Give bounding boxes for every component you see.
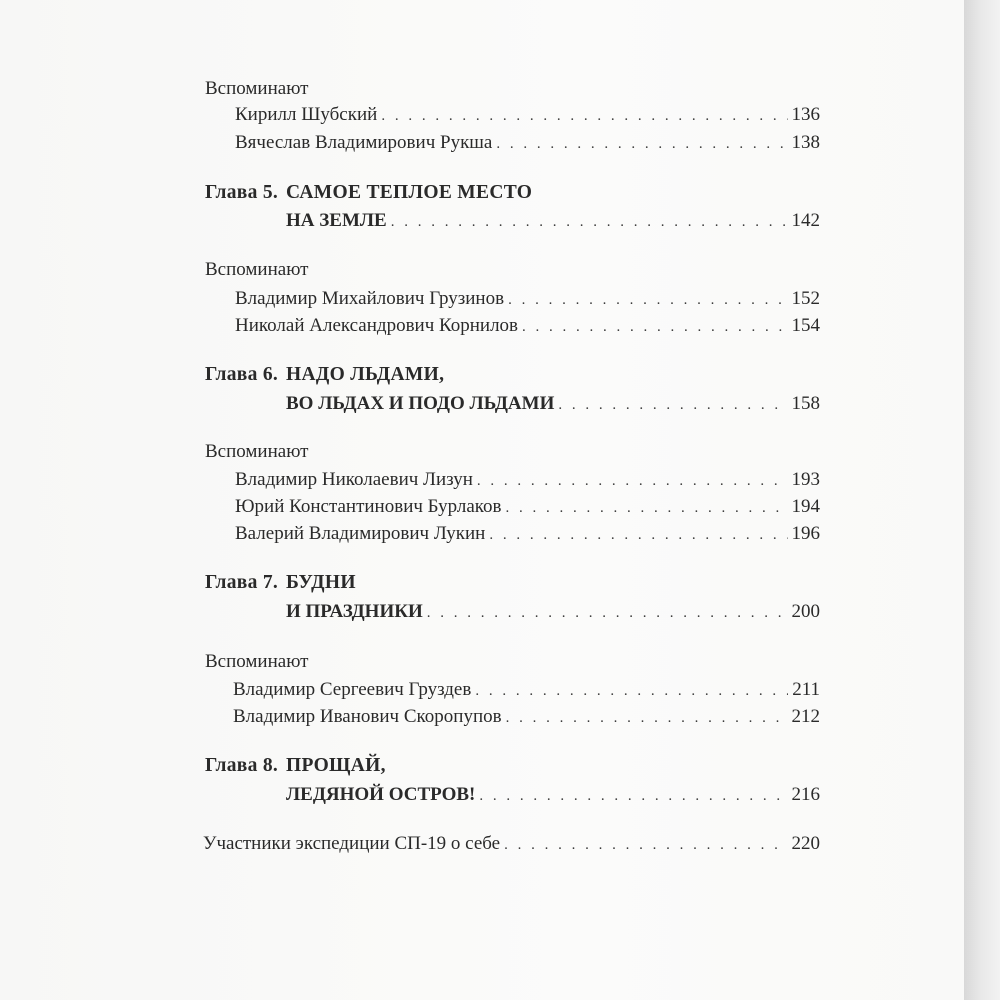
entry-name: Валерий Владимирович Лукин bbox=[235, 523, 486, 544]
chapter-title-line1: САМОЕ ТЕПЛОЕ МЕСТО bbox=[286, 182, 533, 203]
leader-dots bbox=[475, 679, 788, 703]
recollections-label: Вспоминают bbox=[205, 259, 309, 280]
page-number: 196 bbox=[791, 523, 820, 544]
chapter-title-line1: ПРОЩАЙ, bbox=[286, 755, 386, 776]
page-number: 211 bbox=[792, 679, 820, 700]
participants-entry[interactable] bbox=[203, 832, 820, 857]
leader-dots bbox=[496, 132, 787, 156]
page-number: 194 bbox=[791, 496, 820, 517]
page-number: 212 bbox=[791, 706, 820, 727]
leader-dots bbox=[427, 601, 788, 625]
toc-entry[interactable] bbox=[233, 678, 820, 703]
entry-name: Участники экспедиции СП-19 о себе bbox=[203, 833, 501, 854]
toc-entry[interactable] bbox=[235, 522, 820, 547]
page-number: 152 bbox=[791, 288, 820, 309]
entry-name: Вячеслав Владимирович Рукша bbox=[235, 132, 493, 153]
chapter-prefix: Глава 7. bbox=[205, 572, 279, 593]
entry-name: Кирилл Шубский bbox=[235, 104, 378, 125]
entry-name: Владимир Иванович Скоропупов bbox=[233, 706, 502, 727]
toc-entry[interactable] bbox=[235, 103, 820, 128]
page-number: 193 bbox=[791, 469, 820, 490]
chapter-prefix: Глава 5. bbox=[205, 182, 279, 203]
page-number: 200 bbox=[791, 601, 820, 622]
toc-entry[interactable] bbox=[235, 287, 820, 312]
entry-name: Владимир Михайлович Грузинов bbox=[235, 288, 505, 309]
entry-name: Николай Александрович Корнилов bbox=[235, 315, 519, 336]
page-number: 154 bbox=[791, 315, 820, 336]
chapter-7-heading[interactable] bbox=[205, 571, 356, 595]
recollections-label: Вспоминают bbox=[205, 651, 309, 672]
chapter-8-heading[interactable] bbox=[205, 754, 386, 778]
toc-entry[interactable] bbox=[235, 314, 820, 339]
chapter-5-entry[interactable] bbox=[286, 209, 820, 234]
entry-name: Владимир Сергеевич Груздев bbox=[233, 679, 472, 700]
page-number: 216 bbox=[791, 784, 820, 805]
chapter-prefix: Глава 8. bbox=[205, 755, 279, 776]
toc-entry[interactable] bbox=[235, 495, 820, 520]
chapter-7-entry[interactable] bbox=[286, 600, 820, 625]
leader-dots bbox=[391, 210, 788, 234]
chapter-6-heading[interactable] bbox=[205, 363, 444, 387]
page-number: 136 bbox=[791, 104, 820, 125]
entry-name: Юрий Константинович Бурлаков bbox=[235, 496, 502, 517]
chapter-prefix: Глава 6. bbox=[205, 364, 279, 385]
leader-dots bbox=[506, 706, 788, 730]
recollections-label: Вспоминают bbox=[205, 441, 309, 462]
leader-dots bbox=[522, 315, 787, 339]
chapter-6-entry[interactable] bbox=[286, 392, 820, 417]
leader-dots bbox=[508, 288, 787, 312]
chapter-title-line2: ВО ЛЬДАХ И ПОДО ЛЬДАМИ bbox=[286, 393, 555, 414]
page-number: 158 bbox=[791, 393, 820, 414]
leader-dots bbox=[558, 393, 787, 417]
chapter-title-line1: БУДНИ bbox=[286, 572, 356, 593]
chapter-title-line1: НАДО ЛЬДАМИ, bbox=[286, 364, 445, 385]
leader-dots bbox=[489, 523, 787, 547]
toc-entry[interactable] bbox=[233, 705, 820, 730]
toc-entry[interactable] bbox=[235, 131, 820, 156]
recollections-label: Вспоминают bbox=[205, 78, 309, 99]
leader-dots bbox=[506, 496, 788, 520]
entry-name: Владимир Николаевич Лизун bbox=[235, 469, 473, 490]
page-gutter-shadow bbox=[964, 0, 1000, 1000]
chapter-title-line2: НА ЗЕМЛЕ bbox=[286, 210, 387, 231]
page-number: 138 bbox=[791, 132, 820, 153]
leader-dots bbox=[477, 469, 788, 493]
chapter-title-line2: И ПРАЗДНИКИ bbox=[286, 601, 423, 622]
page-number: 142 bbox=[791, 210, 820, 231]
leader-dots bbox=[381, 104, 787, 128]
toc-entry[interactable] bbox=[235, 468, 820, 493]
chapter-5-heading[interactable] bbox=[205, 181, 532, 205]
leader-dots bbox=[504, 833, 787, 857]
chapter-title-line2: ЛЕДЯНОЙ ОСТРОВ! bbox=[286, 784, 476, 805]
page-number: 220 bbox=[791, 833, 820, 854]
chapter-8-entry[interactable] bbox=[286, 783, 820, 808]
leader-dots bbox=[479, 784, 787, 808]
